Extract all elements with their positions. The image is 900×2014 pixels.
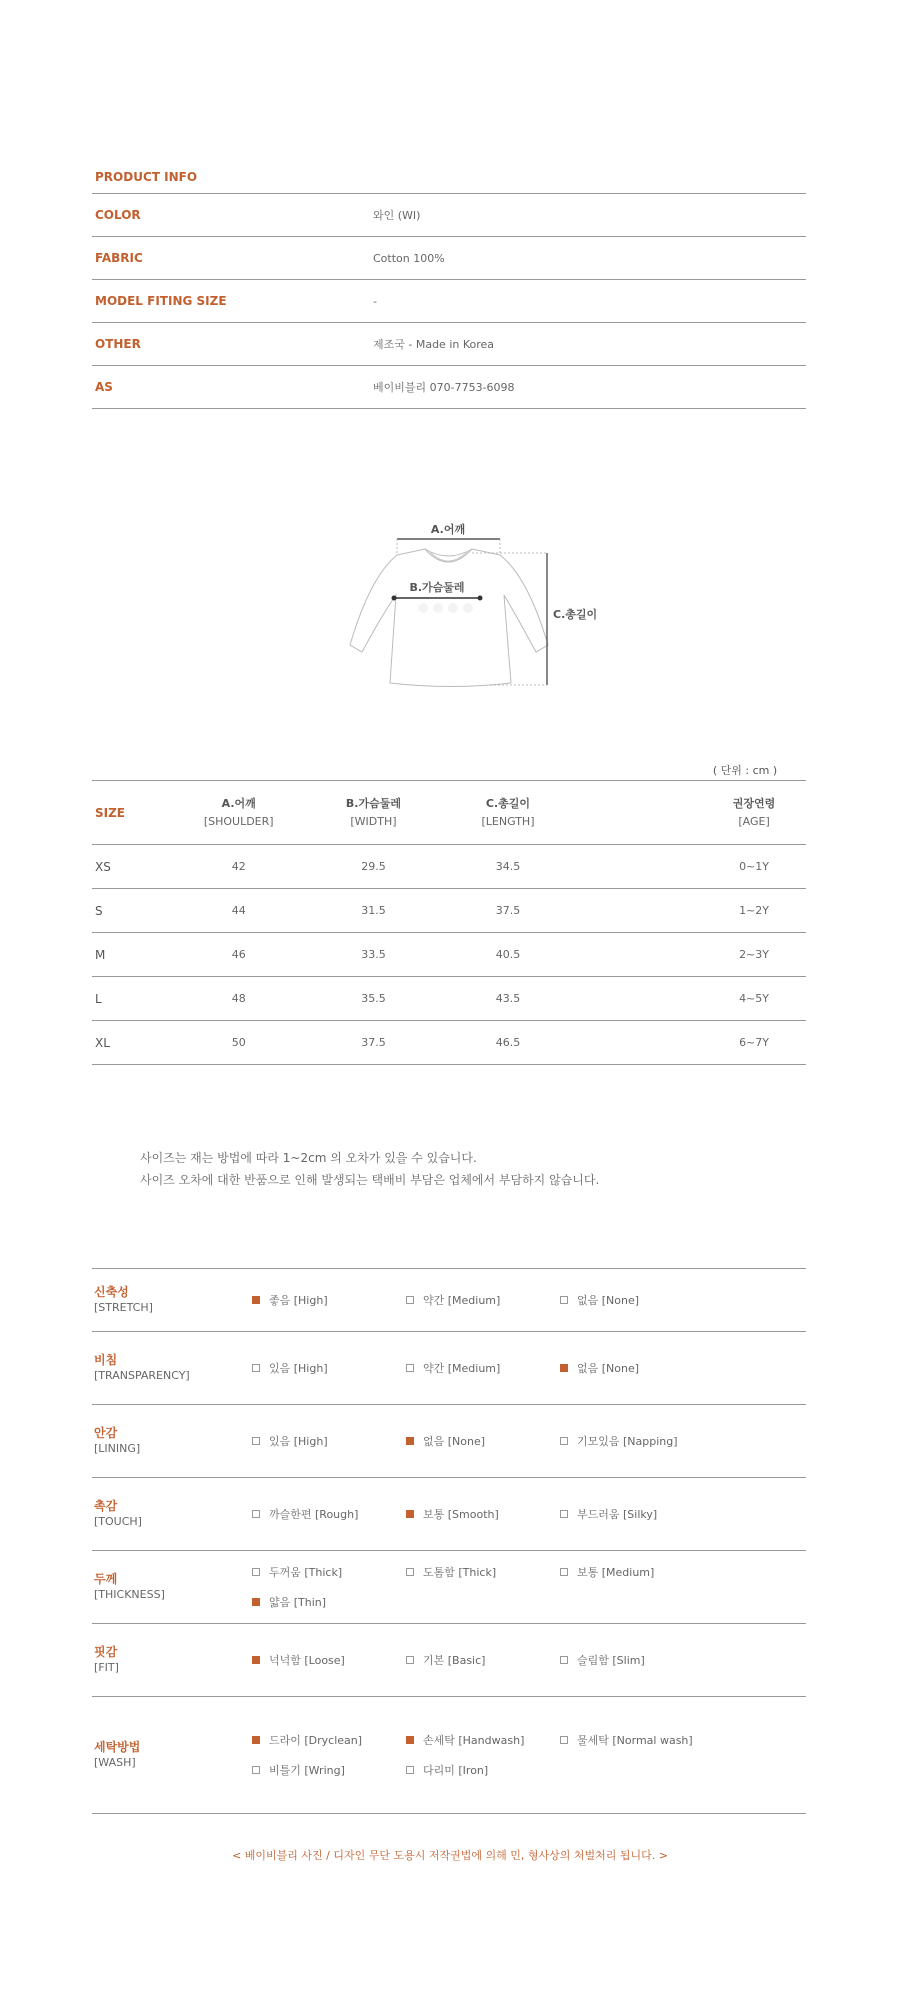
chest-line-end [478, 596, 483, 601]
material-label-ko: 신축성 [94, 1285, 129, 1299]
material-option-label: 좋음 [High] [269, 1294, 328, 1307]
unchecked-box-icon [406, 1296, 414, 1304]
shirt-button [418, 603, 428, 613]
material-option [560, 1499, 714, 1529]
material-option [560, 1557, 714, 1587]
shoulder-cell: 48 [194, 977, 283, 1021]
size-cell: XS [92, 845, 194, 889]
material-option [406, 1285, 560, 1315]
material-option [252, 1587, 392, 1617]
spacer-cell [552, 1021, 702, 1065]
length-cell: 46.5 [464, 1021, 553, 1065]
material-option-label: 없음 [None] [577, 1294, 640, 1307]
material-option [252, 1353, 406, 1383]
length-cell: 37.5 [464, 889, 553, 933]
shirt-button [433, 603, 443, 613]
width-cell: 31.5 [283, 889, 463, 933]
material-option [406, 1557, 560, 1587]
material-option-label: 기본 [Basic] [423, 1654, 486, 1667]
material-option-label: 있음 [High] [269, 1362, 328, 1375]
material-label-ko: 안감 [94, 1426, 118, 1440]
material-option-label: 부드러움 [Silky] [577, 1508, 658, 1521]
material-option [406, 1755, 560, 1785]
info-row-other [92, 323, 806, 366]
material-option [560, 1645, 714, 1675]
checked-box-icon [560, 1364, 568, 1372]
material-label-ko: 세탁방법 [94, 1740, 141, 1754]
material-option [252, 1645, 406, 1675]
material-label [92, 1551, 252, 1623]
label-a: A.어깨 [430, 523, 466, 536]
info-value: - [373, 294, 377, 308]
unchecked-box-icon [560, 1656, 568, 1664]
material-option-label: 까슬한편 [Rough] [269, 1508, 359, 1521]
shirt-measurement-svg [340, 515, 640, 690]
label-b: B.가슴둘레 [409, 581, 465, 594]
checked-box-icon [252, 1656, 260, 1664]
header-shoulder: A.어깨 [SHOULDER] [194, 781, 283, 845]
product-info-heading: PRODUCT INFO [95, 169, 198, 184]
table-row [92, 845, 806, 889]
info-value: 와인 (WI) [373, 209, 421, 222]
info-row-as [92, 366, 806, 409]
size-cell: S [92, 889, 194, 933]
material-row [92, 1697, 806, 1814]
material-options [252, 1551, 806, 1623]
material-options [252, 1697, 806, 1813]
material-option [406, 1353, 560, 1383]
shoulder-cell: 46 [194, 933, 283, 977]
unchecked-box-icon [560, 1568, 568, 1576]
material-option-label: 있음 [High] [269, 1435, 328, 1448]
material-label [92, 1697, 252, 1813]
material-label [92, 1405, 252, 1477]
table-row [92, 977, 806, 1021]
spacer-cell [552, 889, 702, 933]
label-c: C.총길이 [553, 608, 598, 621]
material-option-label: 슬림함 [Slim] [577, 1654, 645, 1667]
material-option-label: 보통 [Smooth] [423, 1508, 499, 1521]
material-label [92, 1624, 252, 1696]
material-option [560, 1285, 714, 1315]
unchecked-box-icon [406, 1568, 414, 1576]
age-cell: 4~5Y [702, 977, 806, 1021]
info-key: COLOR [95, 208, 141, 222]
info-row-model-size [92, 280, 806, 323]
material-options [252, 1624, 806, 1696]
notice-line: 사이즈 오차에 대한 반품으로 인해 발생되는 택배비 부담은 업체에서 부담하지 않습니다. [140, 1173, 600, 1187]
material-option [406, 1725, 560, 1755]
material-label [92, 1269, 252, 1331]
size-cell: M [92, 933, 194, 977]
shirt-outline [350, 549, 548, 687]
material-option [252, 1285, 406, 1315]
material-option [560, 1353, 714, 1383]
spacer-cell [552, 977, 702, 1021]
checked-box-icon [252, 1296, 260, 1304]
spacer-cell [552, 845, 702, 889]
material-label-en: [TOUCH] [94, 1515, 142, 1528]
info-key: MODEL FITING SIZE [95, 294, 227, 308]
material-options [252, 1269, 806, 1331]
unchecked-box-icon [560, 1736, 568, 1744]
material-table [92, 1268, 806, 1814]
header-spacer [552, 781, 702, 845]
size-cell: L [92, 977, 194, 1021]
material-option [252, 1755, 406, 1785]
material-option [560, 1725, 714, 1755]
age-cell: 2~3Y [702, 933, 806, 977]
material-option-label: 물세탁 [Normal wash] [577, 1734, 693, 1747]
material-option-label: 없음 [None] [423, 1435, 486, 1448]
shoulder-cell: 42 [194, 845, 283, 889]
material-option-label: 도톰함 [Thick] [423, 1566, 497, 1579]
material-row [92, 1269, 806, 1332]
unchecked-box-icon [406, 1364, 414, 1372]
material-option [252, 1426, 406, 1456]
material-options [252, 1332, 806, 1404]
info-row-fabric [92, 237, 806, 280]
product-info-table [92, 160, 806, 409]
unchecked-box-icon [560, 1296, 568, 1304]
length-cell: 40.5 [464, 933, 553, 977]
unchecked-box-icon [252, 1437, 260, 1445]
material-label-en: [THICKNESS] [94, 1588, 165, 1601]
material-option-label: 비틀기 [Wring] [269, 1764, 345, 1777]
material-option-label: 넉넉함 [Loose] [269, 1654, 345, 1667]
length-cell: 34.5 [464, 845, 553, 889]
unchecked-box-icon [252, 1364, 260, 1372]
material-options [252, 1478, 806, 1550]
chest-line-end [392, 596, 397, 601]
unchecked-box-icon [252, 1568, 260, 1576]
size-notice [140, 1147, 599, 1191]
unchecked-box-icon [252, 1510, 260, 1518]
copyright-notice: < 베이비블리 사진 / 디자인 무단 도용시 저작권법에 의해 민, 형사상의 처벌처리 됩니다. > [232, 1849, 668, 1862]
material-option [252, 1725, 406, 1755]
checked-box-icon [252, 1736, 260, 1744]
info-row-color [92, 194, 806, 237]
material-option-label: 다리미 [Iron] [423, 1764, 489, 1777]
material-option-label: 약간 [Medium] [423, 1362, 501, 1375]
shoulder-cell: 44 [194, 889, 283, 933]
header-age: 권장연령 [AGE] [702, 781, 806, 845]
material-option-label: 두꺼움 [Thick] [269, 1566, 343, 1579]
notice-line: 사이즈는 재는 방법에 따라 1~2cm 의 오차가 있을 수 있습니다. [140, 1151, 477, 1165]
info-key: AS [95, 380, 113, 394]
unchecked-box-icon [406, 1766, 414, 1774]
material-option [406, 1426, 560, 1456]
checked-box-icon [406, 1437, 414, 1445]
spacer-cell [552, 933, 702, 977]
material-row [92, 1551, 806, 1624]
info-value: 제조국 - Made in Korea [373, 338, 495, 351]
material-label [92, 1478, 252, 1550]
material-option-label: 약간 [Medium] [423, 1294, 501, 1307]
material-row [92, 1478, 806, 1551]
material-option [252, 1499, 406, 1529]
checked-box-icon [406, 1510, 414, 1518]
material-label [92, 1332, 252, 1404]
checked-box-icon [406, 1736, 414, 1744]
unchecked-box-icon [252, 1766, 260, 1774]
header-width: B.가슴둘레 [WIDTH] [283, 781, 463, 845]
width-cell: 29.5 [283, 845, 463, 889]
material-option [252, 1557, 406, 1587]
age-cell: 1~2Y [702, 889, 806, 933]
material-label-ko: 촉감 [94, 1499, 118, 1513]
shirt-button [463, 603, 473, 613]
material-option [406, 1499, 560, 1529]
material-label-ko: 핏감 [94, 1645, 118, 1659]
width-cell: 35.5 [283, 977, 463, 1021]
unchecked-box-icon [560, 1437, 568, 1445]
age-cell: 6~7Y [702, 1021, 806, 1065]
material-label-en: [TRANSPARENCY] [94, 1369, 190, 1382]
product-info-header [92, 160, 806, 194]
material-label-en: [FIT] [94, 1661, 119, 1674]
shoulder-cell: 50 [194, 1021, 283, 1065]
material-option [560, 1426, 714, 1456]
material-option-label: 보통 [Medium] [577, 1566, 655, 1579]
checked-box-icon [252, 1598, 260, 1606]
material-row [92, 1624, 806, 1697]
shirt-button [448, 603, 458, 613]
header-size: SIZE [92, 781, 194, 845]
size-cell: XL [92, 1021, 194, 1065]
material-options [252, 1405, 806, 1477]
width-cell: 33.5 [283, 933, 463, 977]
header-length: C.총길이 [LENGTH] [464, 781, 553, 845]
material-label-ko: 두께 [94, 1572, 118, 1586]
unit-label: ( 단위 : cm ) [712, 764, 778, 777]
material-option [406, 1645, 560, 1675]
material-label-en: [LINING] [94, 1442, 141, 1455]
garment-diagram [340, 515, 640, 690]
material-option-label: 손세탁 [Handwash] [423, 1734, 525, 1747]
material-row [92, 1405, 806, 1478]
material-label-ko: 비침 [94, 1353, 118, 1367]
info-key: OTHER [95, 337, 141, 351]
table-row [92, 933, 806, 977]
info-key: FABRIC [95, 251, 143, 265]
table-row [92, 889, 806, 933]
unchecked-box-icon [560, 1510, 568, 1518]
info-value: Cotton 100% [373, 251, 445, 265]
material-option-label: 드라이 [Dryclean] [269, 1734, 363, 1747]
material-option-label: 없음 [None] [577, 1362, 640, 1375]
info-value: 베이비블리 070-7753-6098 [373, 381, 515, 394]
material-row [92, 1332, 806, 1405]
material-label-en: [WASH] [94, 1756, 136, 1769]
material-label-en: [STRETCH] [94, 1301, 153, 1314]
material-option-label: 얇음 [Thin] [269, 1596, 327, 1609]
age-cell: 0~1Y [702, 845, 806, 889]
size-table-header [92, 781, 806, 845]
table-row [92, 1021, 806, 1065]
width-cell: 37.5 [283, 1021, 463, 1065]
length-cell: 43.5 [464, 977, 553, 1021]
material-option-label: 기모있음 [Napping] [577, 1435, 678, 1448]
unchecked-box-icon [406, 1656, 414, 1664]
size-table [92, 780, 806, 1065]
